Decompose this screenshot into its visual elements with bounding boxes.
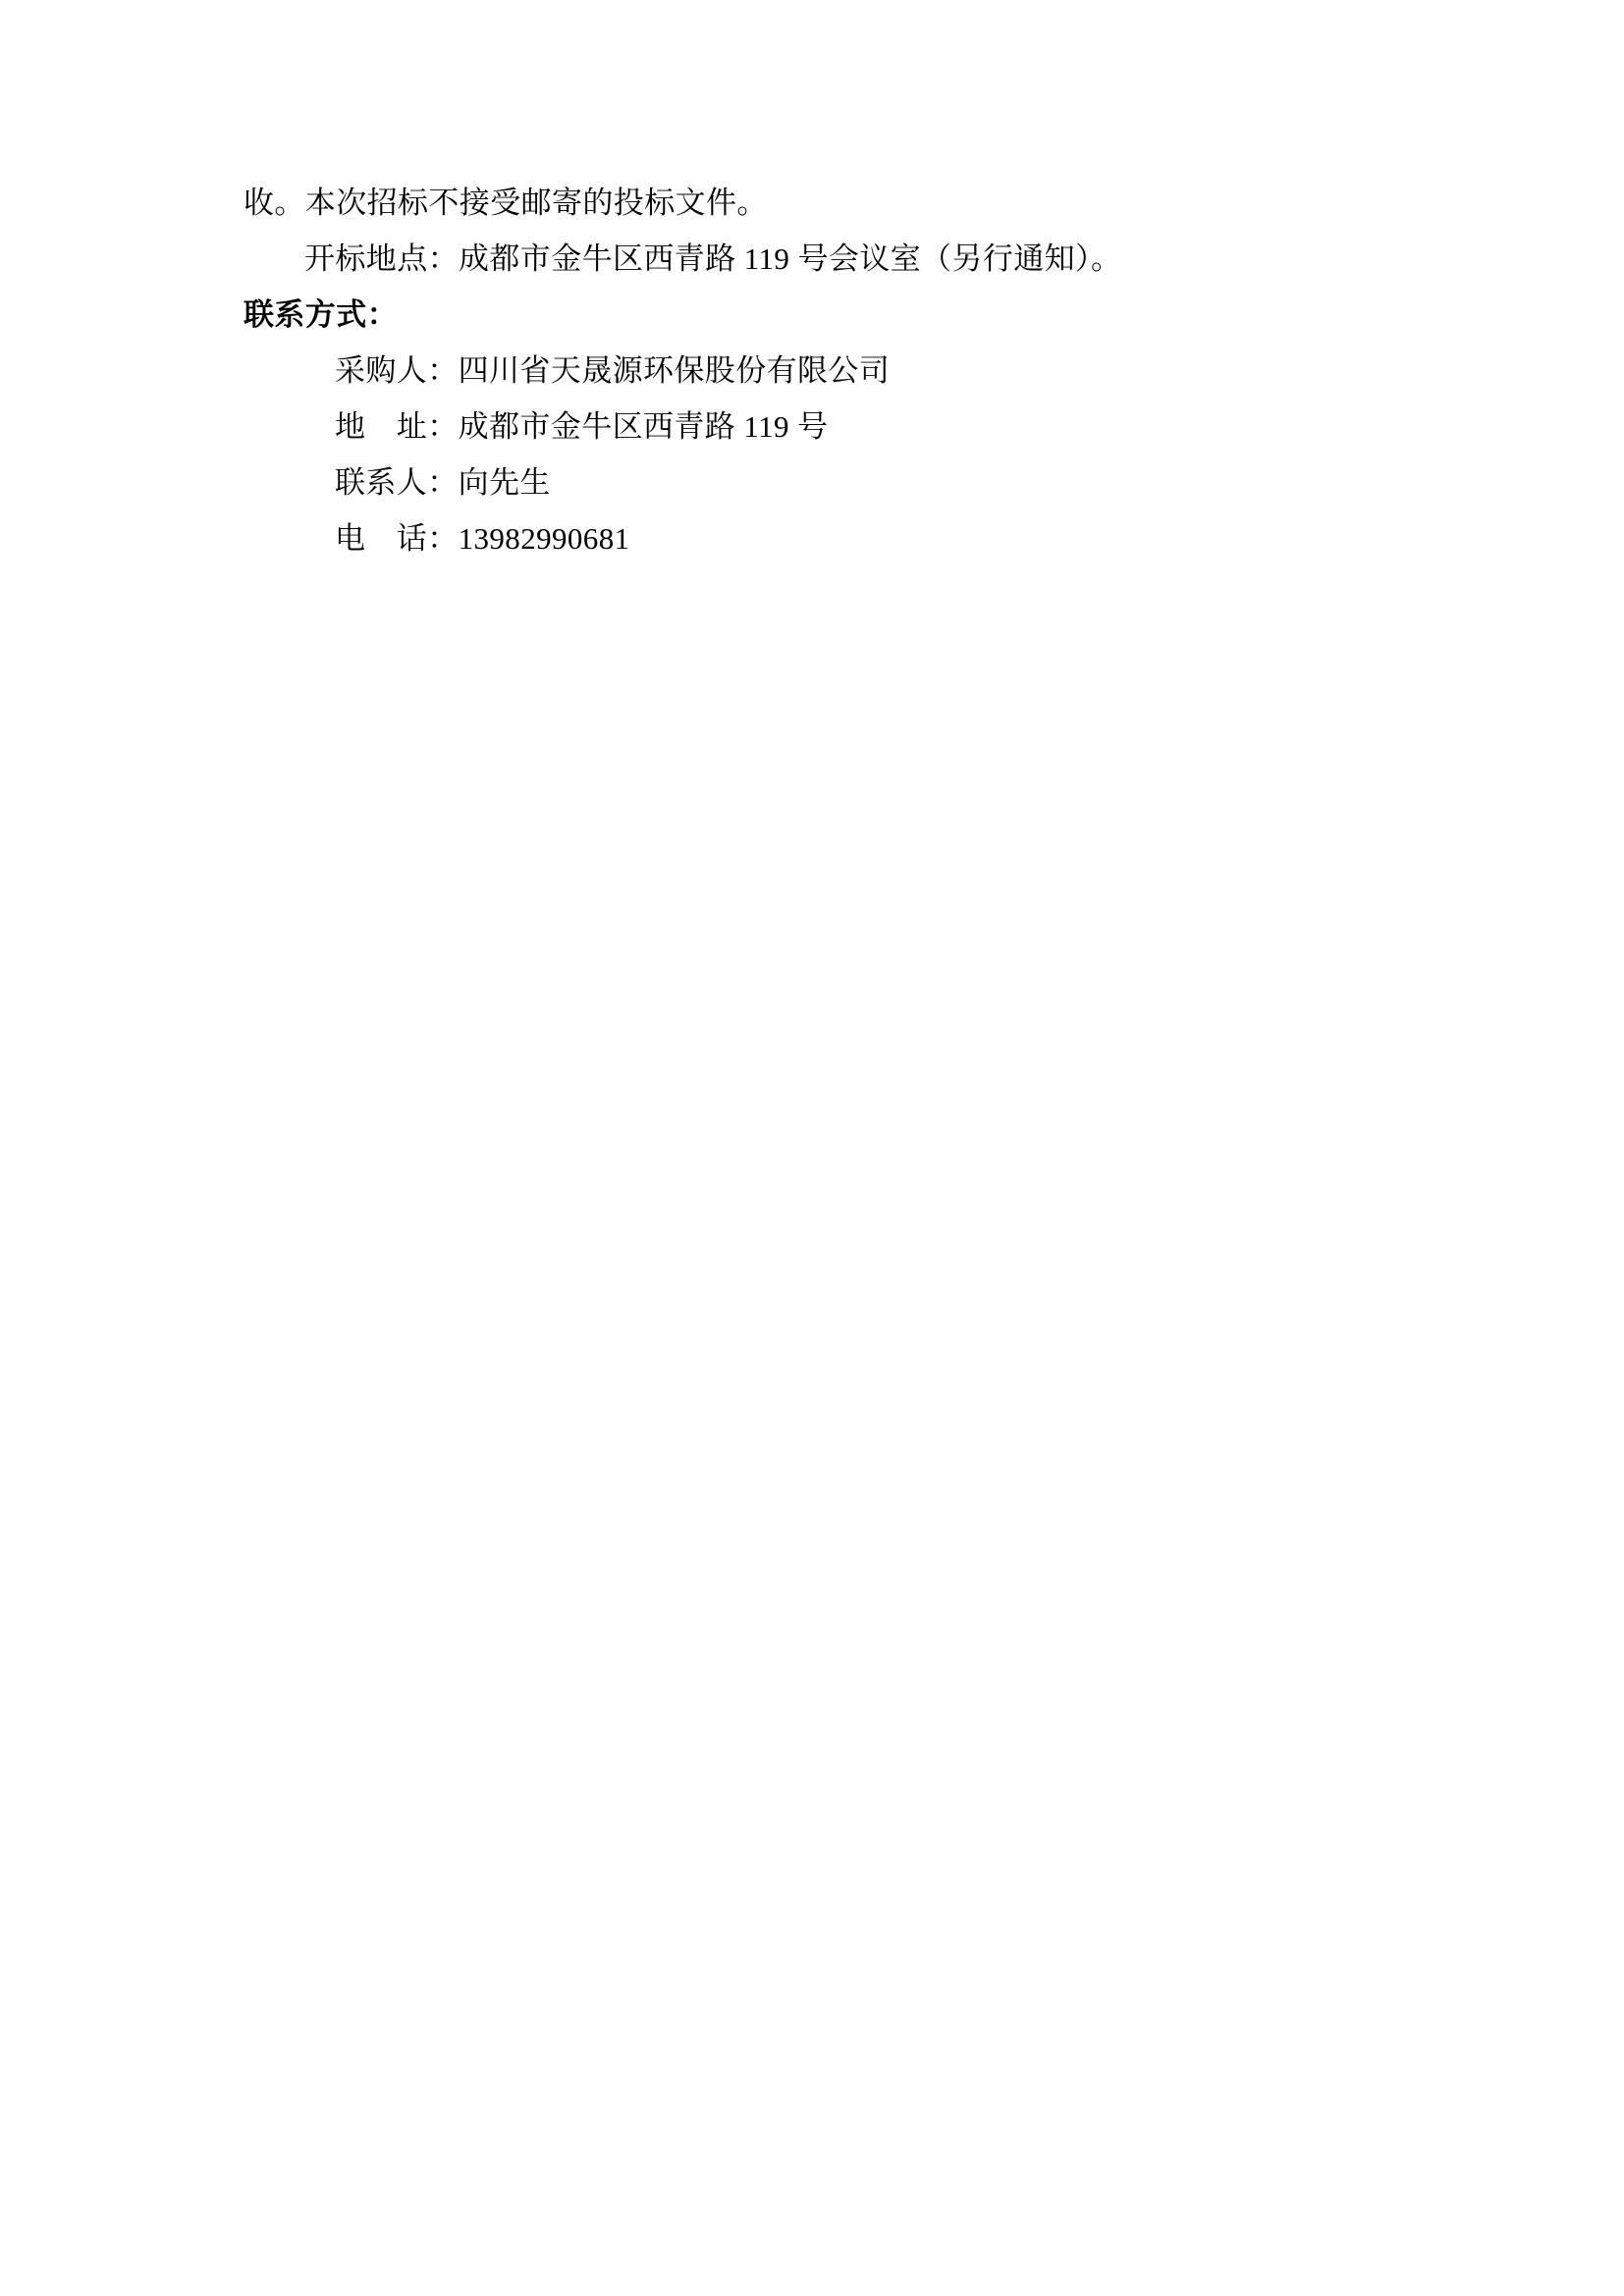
paragraph-purchaser: 采购人：四川省天晟源环保股份有限公司 xyxy=(335,353,891,388)
paragraph-contact-person: 联系人：向先生 xyxy=(335,465,551,500)
document-body xyxy=(244,175,1392,566)
paragraph-contact-heading: 联系方式： xyxy=(244,297,398,332)
paragraph-address: 地 址：成都市金牛区西青路 119 号 xyxy=(335,409,829,444)
paragraph-bid-opening-location: 开标地点：成都市金牛区西青路 119 号会议室（另行通知）。 xyxy=(304,241,1122,276)
paragraph-continued-sentence: 收。本次招标不接受邮寄的投标文件。 xyxy=(244,186,768,220)
paragraph-telephone: 电 话：13982990681 xyxy=(335,521,630,556)
